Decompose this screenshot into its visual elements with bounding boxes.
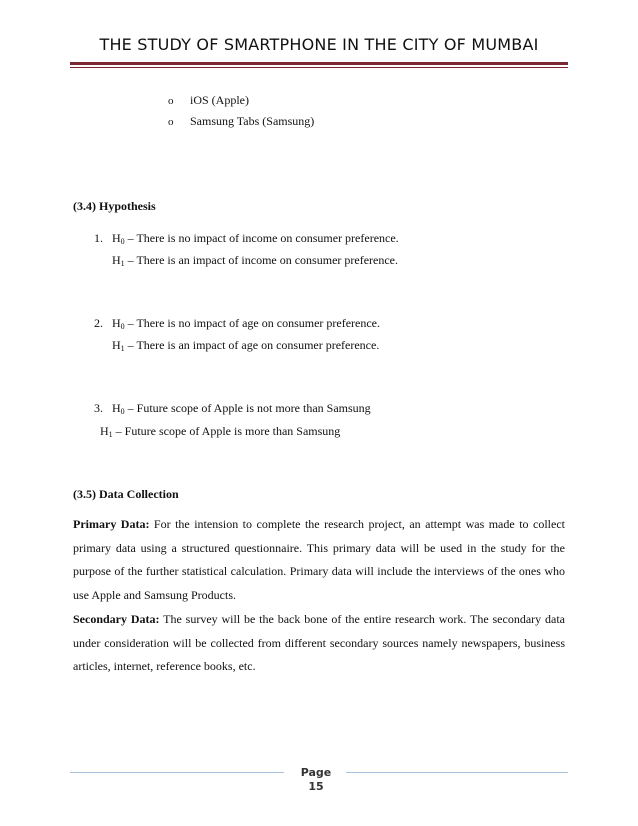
section-heading-hypothesis: (3.4) Hypothesis	[73, 199, 156, 213]
list-item: Samsung Tabs (Samsung)	[190, 114, 315, 128]
footer-page-number: Page 15	[300, 766, 332, 793]
section-heading-data-collection: (3.5) Data Collection	[73, 487, 179, 501]
header-rule-thin	[70, 67, 568, 68]
hypothesis-h0: $H_0$ – There is no impact of income on consumer preference.	[112, 231, 399, 246]
secondary-data-paragraph	[73, 608, 565, 679]
header-rule	[70, 62, 568, 65]
primary-data-paragraph	[73, 513, 565, 608]
hypothesis-h1: $H_1$ – Future scope of Apple is more than Samsung	[100, 424, 341, 439]
list-bullet: o	[168, 95, 174, 107]
footer-rule-right	[346, 772, 568, 773]
secondary-data-label: Secondary Data:	[73, 612, 160, 626]
hypothesis-h1: $H_1$ – There is an impact of income on consumer preference.	[112, 253, 399, 268]
hypothesis-number: 3.	[94, 401, 103, 415]
page-header-title: THE STUDY OF SMARTPHONE IN THE CITY OF MUMBAI	[99, 35, 539, 54]
primary-data-text: For the intension to complete the research project, an attempt was made to collect primary data using a structured questionnaire. This primary data will be used in the study for the purpose of the further statistical calculation. Primary data will include the interviews of the ones who use Apple and Samsung Products.	[73, 517, 565, 603]
footer-rule-left	[70, 772, 284, 773]
hypothesis-number: 1.	[94, 231, 103, 245]
list-item: iOS (Apple)	[190, 93, 249, 107]
primary-data-label: Primary Data:	[73, 517, 150, 531]
hypothesis-h0: $H_0$ – Future scope of Apple is not more than Samsung	[112, 401, 371, 416]
list-bullet: o	[168, 116, 174, 128]
hypothesis-number: 2.	[94, 316, 103, 330]
secondary-data-text: The survey will be the back bone of the entire research work. The secondary data under consideration will be collected from different secondary sources namely newspapers, business articles, internet, reference books, etc.	[73, 612, 565, 674]
hypothesis-h0: $H_0$ – There is no impact of age on consumer preference.	[112, 316, 381, 331]
hypothesis-h1: $H_1$ – There is an impact of age on consumer preference.	[112, 338, 380, 353]
